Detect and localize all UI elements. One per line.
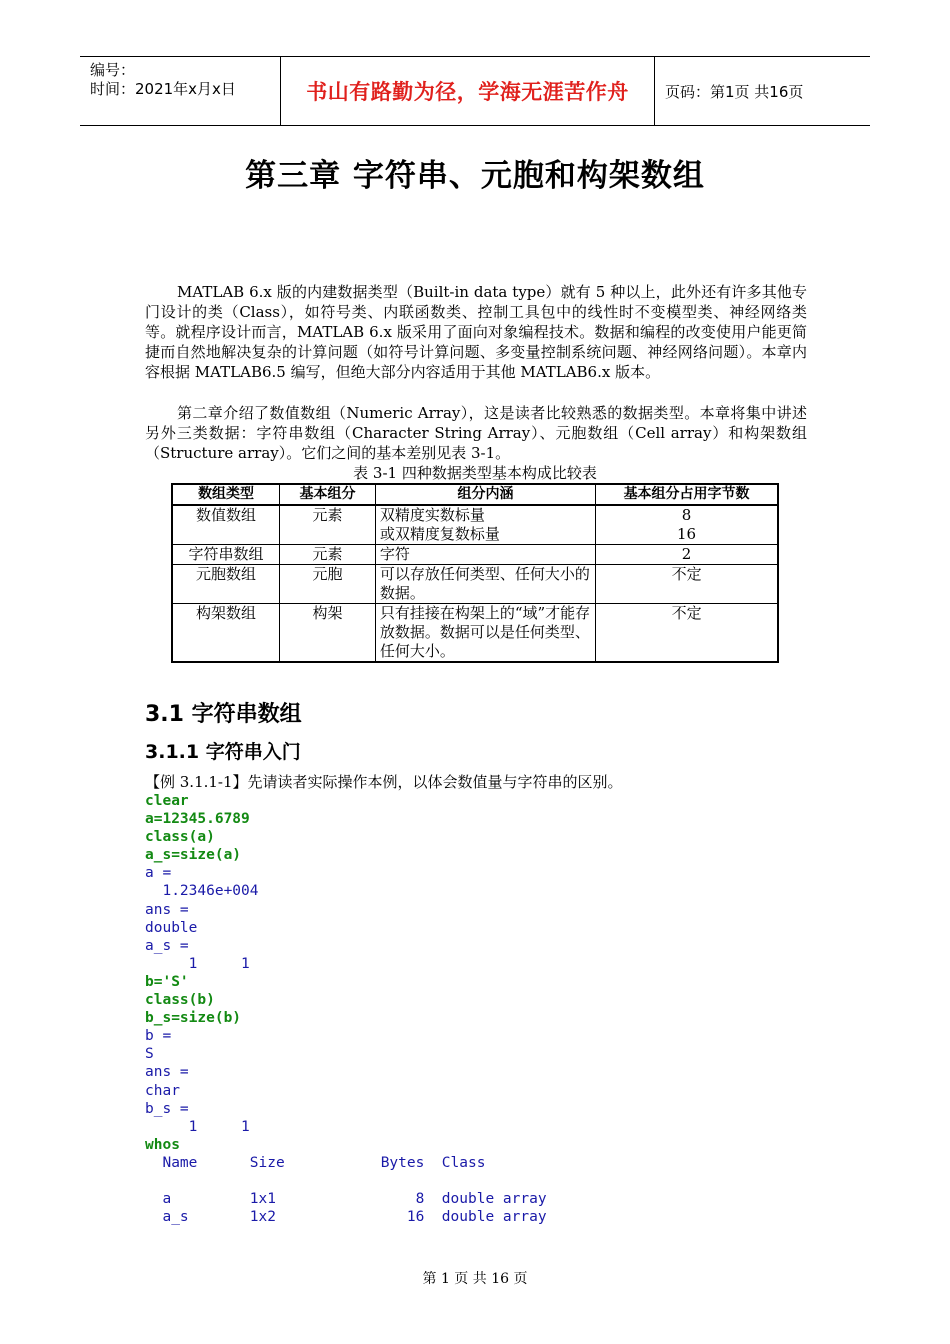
cell-type: 元胞数组	[172, 565, 280, 604]
code-output-line: ans =	[145, 1064, 189, 1081]
code-input-line: class(a)	[145, 829, 215, 846]
header-array-type: 数组类型	[172, 484, 280, 505]
code-output-line: double	[145, 919, 198, 936]
cell-desc: 可以存放任何类型、任何大小的数据。	[375, 565, 595, 604]
cell-desc: 字符	[375, 545, 595, 565]
code-input-line: whos	[145, 1136, 180, 1153]
cell-unit: 元胞	[280, 565, 376, 604]
subsection-title: 3.1.1 字符串入门	[145, 741, 301, 763]
chapter-title: 第三章 字符串、元胞和构架数组	[245, 158, 705, 194]
table-header-row	[172, 484, 778, 505]
cell-desc: 只有挂接在构架上的“域”才能存放数据。数据可以是任何类型、任何大小。	[375, 604, 595, 663]
cell-unit: 元素	[280, 505, 376, 545]
data-types-table	[171, 483, 779, 663]
code-output-line: 1 1	[145, 1118, 250, 1135]
header-unit-content: 组分内涵	[375, 484, 595, 505]
code-output-line: S	[145, 1046, 154, 1063]
header-left-cell	[80, 57, 280, 125]
code-output-line	[145, 1172, 547, 1190]
code-output-line: Name Size Bytes Class	[145, 1154, 486, 1171]
code-input-line: b='S'	[145, 973, 189, 990]
cell-unit: 元素	[280, 545, 376, 565]
cell-desc: 双精度实数标量 或双精度复数标量	[375, 505, 595, 545]
code-output-line: b =	[145, 1028, 172, 1045]
cell-bytes: 8 16	[596, 505, 778, 545]
cell-type: 构架数组	[172, 604, 280, 663]
code-output-line: ans =	[145, 901, 189, 918]
code-input-line: clear	[145, 793, 189, 809]
page-header	[80, 56, 870, 126]
section-title: 3.1 字符串数组	[145, 702, 302, 727]
code-output-line: a =	[145, 865, 172, 882]
code-input-line: a_s=size(a)	[145, 847, 242, 864]
number-label: 编号：	[90, 61, 136, 79]
code-input-line: a=12345.6789	[145, 811, 250, 828]
paragraph-overview: 第二章介绍了数值数组（Numeric Array），这是读者比较熟悉的数据类型。本章将集中讲述另外三类数据：字符串数组（Character String Array）、元胞数组（Cell array）和构架数组（Structure array）。它们之间的基本差别见表 3-1。	[145, 404, 807, 462]
code-output-line: char	[145, 1082, 180, 1099]
cell-bytes: 不定	[596, 604, 778, 663]
table-row	[172, 545, 778, 565]
time-label: 时间：2021年x月x日	[90, 80, 236, 98]
cell-bytes: 不定	[596, 565, 778, 604]
table-row	[172, 505, 778, 545]
paragraph-intro: MATLAB 6.x 版的内建数据类型（Built-in data type）就有 5 种以上，此外还有许多其他专门设计的类（Class），如符号类、内联函数类、控制工具包中的线性时不变模型类、神经网络类等。就程序设计而言，MATLAB 6.x 版采用了面向对象编程技术。数据和编程的改变使用户能更简捷而自然地解决复杂的计算问题（如符号计算问题、多变量控制系统问题、神经网络问题）。本章内容根据 MATLAB6.5 编写，但绝大部分内容适用于其他 MATLAB6.x 版本。	[145, 283, 807, 381]
table-caption: 表 3-1 四种数据类型基本构成比较表	[353, 464, 597, 482]
code-input-line: class(b)	[145, 992, 215, 1009]
cell-unit: 构架	[280, 604, 376, 663]
header-basic-unit: 基本组分	[280, 484, 376, 505]
code-input-line: b_s=size(b)	[145, 1010, 242, 1027]
code-output-line: b_s =	[145, 1100, 189, 1117]
code-output-line: a_s 1x2 16 double array	[145, 1209, 547, 1226]
header-page-code: 页码：第1页 共16页	[665, 82, 804, 101]
page-footer: 第 1 页 共 16 页	[422, 1271, 528, 1287]
table-row	[172, 604, 778, 663]
cell-type: 字符串数组	[172, 545, 280, 565]
header-motto: 书山有路勤为径，学海无涯苦作舟	[280, 57, 655, 125]
code-output-line: 1.2346e+004	[145, 883, 259, 900]
code-listing	[145, 792, 547, 1226]
cell-bytes: 2	[596, 545, 778, 565]
code-output-line: a_s =	[145, 937, 189, 954]
cell-type: 数值数组	[172, 505, 280, 545]
header-bytes: 基本组分占用字节数	[596, 484, 778, 505]
table-row	[172, 565, 778, 604]
code-output-line: a 1x1 8 double array	[145, 1191, 547, 1208]
code-output-line: 1 1	[145, 955, 250, 972]
example-intro: 【例 3.1.1-1】先请读者实际操作本例，以体会数值量与字符串的区别。	[145, 773, 623, 791]
